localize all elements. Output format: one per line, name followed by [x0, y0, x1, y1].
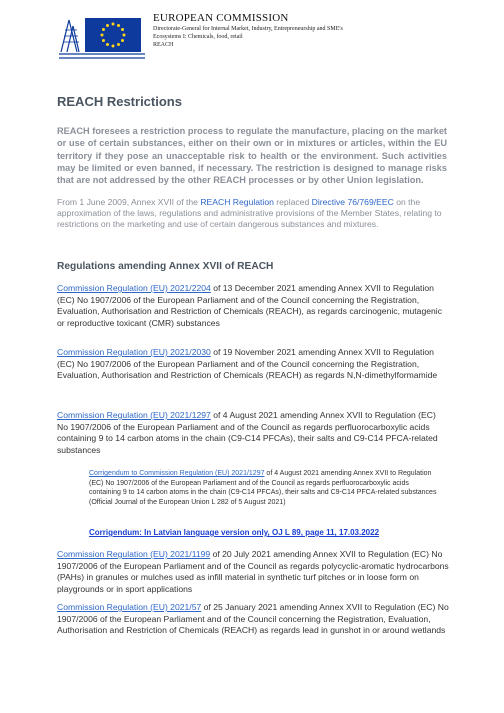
reach-regulation-link[interactable]: REACH Regulation	[200, 197, 274, 207]
regulation-link[interactable]: Commission Regulation (EU) 2021/2204	[57, 283, 211, 293]
european-commission-logo	[57, 12, 145, 64]
corrigendum-latvian	[89, 528, 379, 537]
eu-star-icon	[121, 39, 124, 42]
page-title: REACH Restrictions	[57, 94, 182, 109]
annex-text-mid: replaced	[273, 197, 312, 207]
section-title: Regulations amending Annex XVII of REACH	[57, 261, 274, 272]
eu-star-icon	[112, 23, 115, 26]
corrigendum-latvian-link[interactable]: Corrigendum: In Latvian language version only, OJ L 89, page 11, 17.03.2022	[89, 528, 380, 537]
regulation-link[interactable]: Commission Regulation (EU) 2021/1297	[57, 410, 211, 420]
regulation-link[interactable]: Commission Regulation (EU) 2021/1199	[57, 549, 211, 559]
sub-unit-name: REACH	[153, 42, 174, 48]
regulation-item	[57, 549, 449, 595]
annex-paragraph	[57, 197, 447, 231]
eu-star-icon	[102, 39, 105, 42]
organization-name: EUROPEAN COMMISSION	[153, 12, 289, 24]
intro-paragraph: REACH foresees a restriction process to regulate the manufacture, placing on the market or use of certain substances, either on their own or in mixtures or articles, within the EU territory if they pose an unacceptable risk to health or the environment. Such activities may be limited or even banned, if necessary. The restriction is designed to manage risks that are not addressed by the other REACH processes or by other Union legislation.	[57, 126, 447, 186]
eu-star-icon	[106, 43, 109, 46]
directorate-name: Directorate-General for Internal Market, Industry, Entrepreneurship and SME's	[153, 26, 343, 32]
annex-text-pre: From 1 June 2009, Annex XVII of the	[57, 197, 201, 207]
regulation-text: of 25 January 2021 amending Annex XVII to Regulation (EC) No 1907/2006 of the European Parliament and of the Council concerning the Registration, Evaluation, Authorisation and Restriction of Chemicals (REACH) as regards lead in gunshot in or around wetlands	[57, 602, 449, 635]
regulation-text: of 13 December 2021 amending Annex XVII to Regulation (EC) No 1907/2006 of the European Parliament and of the Council concerning the Registration, Evaluation, Authorisation and Restriction of Chemicals (REACH), as regards carcinogenic, mutagenic or reproductive toxicant (CMR) substances	[57, 283, 442, 328]
page-header	[57, 12, 497, 68]
eu-star-icon	[117, 24, 120, 27]
unit-name: Ecosystems I: Chemicals, food, retail	[153, 34, 243, 40]
regulation-link[interactable]: Commission Regulation (EU) 2021/2030	[57, 347, 211, 357]
regulation-text: of 4 August 2021 amending Annex XVII to Regulation (EC) No 1907/2006 of the European Parliament and of the Council as regards perfluorocarboxylic acids containing 9 to 14 carbon atoms in the chain (C9-C14 PFCAs), their salts and C9-C14 PFCA-related substances	[57, 410, 438, 455]
eu-star-icon	[106, 24, 109, 27]
corrigendum-item	[89, 469, 441, 507]
regulation-link[interactable]: Commission Regulation (EU) 2021/57	[57, 602, 202, 612]
eu-star-icon	[117, 43, 120, 46]
regulation-item	[57, 410, 449, 456]
regulation-item	[57, 347, 449, 382]
eu-star-icon	[102, 28, 105, 31]
regulation-item	[57, 283, 449, 329]
directive-link[interactable]: Directive 76/769/EEC	[311, 197, 394, 207]
regulation-item	[57, 602, 449, 637]
eu-star-icon	[123, 34, 126, 37]
annex-text-post: on the approximation of the laws, regulations and administrative provisions of the Member States, relating to restrictions on the marketing and use of certain dangerous substances and mixtures.	[57, 197, 442, 230]
eu-star-icon	[101, 34, 104, 37]
eu-star-icon	[121, 28, 124, 31]
corrigendum-text: of 4 August 2021 amending Annex XVII to Regulation (EC) No 1907/2006 of the European Parliament and of the Council as regards perfluorocarboxylic acids containing 9 to 14 carbon atoms in the chain (C9-C14 PFCAs), their salts and C9-C14 PFCA-related substances (Official Journal of the European Union L 282 of 5 August 2021)	[89, 470, 437, 506]
eu-star-icon	[112, 45, 115, 48]
regulation-text: of 19 November 2021 amending Annex XVII to Regulation (EC) No 1907/2006 of the European Parliament and of the Council concerning the Registration, Evaluation, Authorisation and Restriction of Chemicals (REACH) as regards N,N-dimethylformamide	[57, 347, 438, 380]
regulation-text: of 20 July 2021 amending Annex XVII to Regulation (EC) No 1907/2006 of the European Parliament and of the Council as regards polycyclic-aromatic hydrocarbons (PAHs) in granules or mulches used as infill material in synthetic turf pitches or in loose form on playgrounds or in sport applications	[57, 549, 449, 594]
corrigendum-link[interactable]: Corrigendum to Commission Regulation (EU) 2021/1297	[89, 470, 265, 477]
